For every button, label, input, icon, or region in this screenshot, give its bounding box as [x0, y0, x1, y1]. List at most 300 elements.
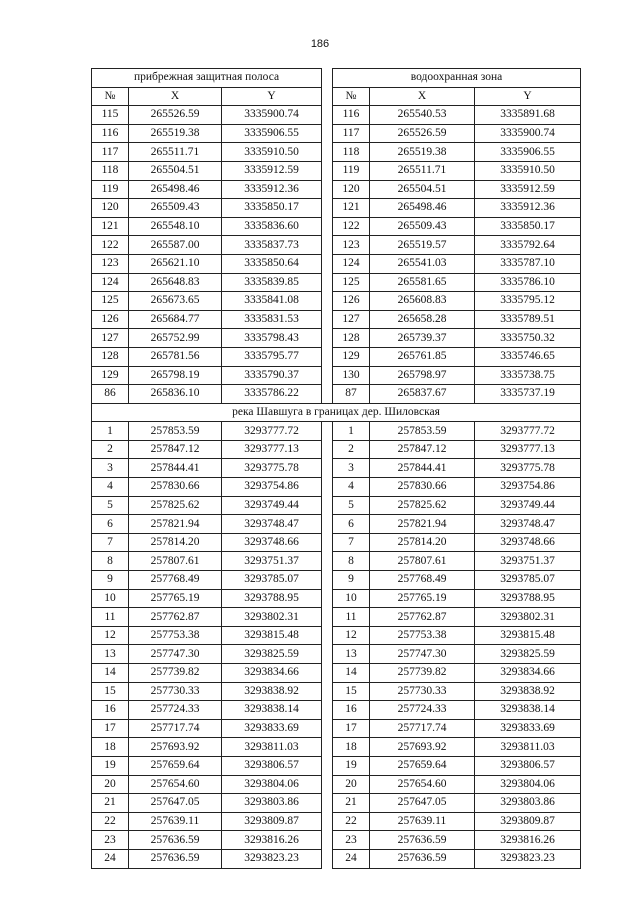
left-x-coordinate: 257659.64	[129, 756, 222, 775]
left-point-number: 22	[92, 812, 129, 831]
left-x-coordinate: 257739.82	[129, 664, 222, 683]
left-y-coordinate: 3335839.85	[222, 273, 322, 292]
left-point-number: 3	[92, 459, 129, 478]
left-point-number: 9	[92, 571, 129, 590]
right-y-coordinate: 3293748.47	[475, 515, 581, 534]
left-x-coordinate: 257821.94	[129, 515, 222, 534]
right-x-coordinate: 265509.43	[370, 217, 475, 236]
left-x-coordinate: 257654.60	[129, 775, 222, 794]
left-y-coordinate: 3293785.07	[222, 571, 322, 590]
right-y-coordinate: 3293775.78	[475, 459, 581, 478]
right-x-coordinate: 257659.64	[370, 756, 475, 775]
left-y-coordinate: 3293823.23	[222, 849, 322, 868]
left-y-coordinate: 3293748.66	[222, 533, 322, 552]
left-x-coordinate: 257807.61	[129, 552, 222, 571]
table-row	[92, 478, 581, 497]
right-x-coordinate: 257814.20	[370, 533, 475, 552]
left-point-number: 116	[92, 124, 129, 143]
left-x-coordinate: 257847.12	[129, 440, 222, 459]
left-y-coordinate: 3293811.03	[222, 738, 322, 757]
col-header-num-left: №	[92, 87, 129, 106]
left-x-coordinate: 265587.00	[129, 236, 222, 255]
right-point-number: 118	[333, 143, 370, 162]
right-x-coordinate: 257753.38	[370, 626, 475, 645]
right-point-number: 123	[333, 236, 370, 255]
left-x-coordinate: 257647.05	[129, 794, 222, 813]
right-y-coordinate: 3293785.07	[475, 571, 581, 590]
right-point-number: 19	[333, 756, 370, 775]
right-y-coordinate: 3293816.26	[475, 831, 581, 850]
header-row-titles	[92, 69, 581, 88]
col-header-x-left: X	[129, 87, 222, 106]
left-point-number: 119	[92, 180, 129, 199]
right-y-coordinate: 3335795.12	[475, 292, 581, 311]
left-y-coordinate: 3335786.22	[222, 385, 322, 404]
left-point-number: 128	[92, 347, 129, 366]
table-row	[92, 161, 581, 180]
right-point-number: 4	[333, 478, 370, 497]
left-y-coordinate: 3335790.37	[222, 366, 322, 385]
left-x-coordinate: 265548.10	[129, 217, 222, 236]
table-row	[92, 682, 581, 701]
right-point-number: 21	[333, 794, 370, 813]
right-point-number: 125	[333, 273, 370, 292]
column-gap	[322, 626, 333, 645]
left-y-coordinate: 3335912.36	[222, 180, 322, 199]
column-gap	[322, 756, 333, 775]
right-point-number: 87	[333, 385, 370, 404]
table-row	[92, 812, 581, 831]
column-gap	[322, 292, 333, 311]
right-x-coordinate: 257639.11	[370, 812, 475, 831]
right-y-coordinate: 3293809.87	[475, 812, 581, 831]
left-x-coordinate: 257747.30	[129, 645, 222, 664]
column-gap	[322, 496, 333, 515]
left-y-coordinate: 3293802.31	[222, 608, 322, 627]
left-y-coordinate: 3335798.43	[222, 329, 322, 348]
right-x-coordinate: 257830.66	[370, 478, 475, 497]
table-row	[92, 217, 581, 236]
left-x-coordinate: 265648.83	[129, 273, 222, 292]
left-point-number: 15	[92, 682, 129, 701]
left-x-coordinate: 257853.59	[129, 422, 222, 441]
table-row	[92, 756, 581, 775]
right-y-coordinate: 3335912.59	[475, 180, 581, 199]
left-x-coordinate: 257765.19	[129, 589, 222, 608]
table-row	[92, 347, 581, 366]
left-y-coordinate: 3335850.17	[222, 199, 322, 218]
right-point-number: 116	[333, 106, 370, 125]
left-y-coordinate: 3335795.77	[222, 347, 322, 366]
table-row	[92, 831, 581, 850]
right-y-coordinate: 3293823.23	[475, 849, 581, 868]
right-point-number: 124	[333, 254, 370, 273]
right-point-number: 7	[333, 533, 370, 552]
table-row	[92, 254, 581, 273]
table-row	[92, 422, 581, 441]
right-y-coordinate: 3293802.31	[475, 608, 581, 627]
water-protection-zone-title: водоохранная зона	[333, 69, 581, 88]
right-point-number: 12	[333, 626, 370, 645]
left-x-coordinate: 265509.43	[129, 199, 222, 218]
table-row	[92, 180, 581, 199]
left-point-number: 118	[92, 161, 129, 180]
left-point-number: 123	[92, 254, 129, 273]
table-row	[92, 329, 581, 348]
right-y-coordinate: 3293838.14	[475, 701, 581, 720]
left-y-coordinate: 3293751.37	[222, 552, 322, 571]
column-gap	[322, 180, 333, 199]
left-x-coordinate: 257717.74	[129, 719, 222, 738]
table-row	[92, 608, 581, 627]
right-y-coordinate: 3335789.51	[475, 310, 581, 329]
column-gap	[322, 571, 333, 590]
table-row	[92, 459, 581, 478]
right-x-coordinate: 257636.59	[370, 831, 475, 850]
right-point-number: 126	[333, 292, 370, 311]
column-gap	[322, 106, 333, 125]
table-row	[92, 626, 581, 645]
column-gap	[322, 608, 333, 627]
right-y-coordinate: 3293806.57	[475, 756, 581, 775]
left-y-coordinate: 3293833.69	[222, 719, 322, 738]
right-y-coordinate: 3293811.03	[475, 738, 581, 757]
right-y-coordinate: 3335750.32	[475, 329, 581, 348]
column-gap	[322, 831, 333, 850]
right-x-coordinate: 265761.85	[370, 347, 475, 366]
column-gap	[322, 217, 333, 236]
section-title-row	[92, 403, 581, 422]
column-gap	[322, 366, 333, 385]
left-point-number: 24	[92, 849, 129, 868]
left-y-coordinate: 3293754.86	[222, 478, 322, 497]
right-point-number: 130	[333, 366, 370, 385]
left-x-coordinate: 257693.92	[129, 738, 222, 757]
table-row	[92, 775, 581, 794]
right-y-coordinate: 3293815.48	[475, 626, 581, 645]
right-x-coordinate: 265581.65	[370, 273, 475, 292]
left-point-number: 2	[92, 440, 129, 459]
right-x-coordinate: 265540.53	[370, 106, 475, 125]
right-y-coordinate: 3293834.66	[475, 664, 581, 683]
left-x-coordinate: 265781.56	[129, 347, 222, 366]
table-row	[92, 552, 581, 571]
left-point-number: 1	[92, 422, 129, 441]
column-gap	[322, 738, 333, 757]
table-row	[92, 794, 581, 813]
col-header-x-right: X	[370, 87, 475, 106]
left-y-coordinate: 3293834.66	[222, 664, 322, 683]
table-row	[92, 143, 581, 162]
left-point-number: 124	[92, 273, 129, 292]
left-x-coordinate: 265621.10	[129, 254, 222, 273]
table-row	[92, 719, 581, 738]
right-point-number: 13	[333, 645, 370, 664]
left-x-coordinate: 257768.49	[129, 571, 222, 590]
column-gap	[322, 440, 333, 459]
table-row	[92, 738, 581, 757]
right-y-coordinate: 3293751.37	[475, 552, 581, 571]
left-point-number: 20	[92, 775, 129, 794]
right-x-coordinate: 265541.03	[370, 254, 475, 273]
left-x-coordinate: 265511.71	[129, 143, 222, 162]
column-gap	[322, 812, 333, 831]
right-x-coordinate: 265519.38	[370, 143, 475, 162]
left-y-coordinate: 3335910.50	[222, 143, 322, 162]
right-point-number: 15	[333, 682, 370, 701]
left-y-coordinate: 3293806.57	[222, 756, 322, 775]
column-gap	[322, 664, 333, 683]
column-gap	[322, 143, 333, 162]
right-point-number: 6	[333, 515, 370, 534]
right-y-coordinate: 3293804.06	[475, 775, 581, 794]
right-point-number: 122	[333, 217, 370, 236]
left-x-coordinate: 265498.46	[129, 180, 222, 199]
right-point-number: 1	[333, 422, 370, 441]
left-point-number: 21	[92, 794, 129, 813]
table-row	[92, 366, 581, 385]
left-x-coordinate: 257830.66	[129, 478, 222, 497]
left-y-coordinate: 3335841.08	[222, 292, 322, 311]
column-gap	[322, 310, 333, 329]
left-point-number: 122	[92, 236, 129, 255]
right-y-coordinate: 3335737.19	[475, 385, 581, 404]
left-x-coordinate: 257636.59	[129, 831, 222, 850]
right-x-coordinate: 265798.97	[370, 366, 475, 385]
left-point-number: 117	[92, 143, 129, 162]
right-x-coordinate: 257825.62	[370, 496, 475, 515]
table-row	[92, 385, 581, 404]
coordinates-table-body	[92, 69, 581, 869]
right-point-number: 22	[333, 812, 370, 831]
column-gap	[322, 682, 333, 701]
right-y-coordinate: 3335906.55	[475, 143, 581, 162]
table-row	[92, 571, 581, 590]
table-row	[92, 701, 581, 720]
coastal-strip-title: прибрежная защитная полоса	[92, 69, 322, 88]
table-row	[92, 515, 581, 534]
right-y-coordinate: 3293749.44	[475, 496, 581, 515]
column-gap	[322, 385, 333, 404]
column-gap	[322, 236, 333, 255]
column-gap	[322, 589, 333, 608]
right-point-number: 16	[333, 701, 370, 720]
column-gap	[322, 459, 333, 478]
column-gap	[322, 794, 333, 813]
left-y-coordinate: 3293803.86	[222, 794, 322, 813]
left-point-number: 8	[92, 552, 129, 571]
table-row	[92, 124, 581, 143]
left-point-number: 126	[92, 310, 129, 329]
column-gap	[322, 478, 333, 497]
table-row	[92, 440, 581, 459]
left-x-coordinate: 265526.59	[129, 106, 222, 125]
right-x-coordinate: 257717.74	[370, 719, 475, 738]
left-x-coordinate: 265673.65	[129, 292, 222, 311]
column-gap	[322, 161, 333, 180]
right-x-coordinate: 257693.92	[370, 738, 475, 757]
left-x-coordinate: 265504.51	[129, 161, 222, 180]
column-gap	[322, 273, 333, 292]
left-x-coordinate: 257753.38	[129, 626, 222, 645]
coordinates-table	[91, 68, 581, 869]
col-header-num-right: №	[333, 87, 370, 106]
right-x-coordinate: 265526.59	[370, 124, 475, 143]
left-point-number: 10	[92, 589, 129, 608]
right-x-coordinate: 265608.83	[370, 292, 475, 311]
table-row	[92, 310, 581, 329]
left-point-number: 115	[92, 106, 129, 125]
left-y-coordinate: 3293838.92	[222, 682, 322, 701]
right-y-coordinate: 3335786.10	[475, 273, 581, 292]
river-section-title: река Шавшуга в границах дер. Шиловская	[92, 403, 581, 422]
right-y-coordinate: 3293777.13	[475, 440, 581, 459]
column-gap	[322, 533, 333, 552]
left-x-coordinate: 257639.11	[129, 812, 222, 831]
right-y-coordinate: 3293833.69	[475, 719, 581, 738]
right-point-number: 9	[333, 571, 370, 590]
left-x-coordinate: 265519.38	[129, 124, 222, 143]
left-x-coordinate: 257730.33	[129, 682, 222, 701]
column-gap	[322, 124, 333, 143]
right-x-coordinate: 265739.37	[370, 329, 475, 348]
right-y-coordinate: 3293803.86	[475, 794, 581, 813]
right-y-coordinate: 3293825.59	[475, 645, 581, 664]
left-y-coordinate: 3293777.13	[222, 440, 322, 459]
left-y-coordinate: 3293816.26	[222, 831, 322, 850]
right-x-coordinate: 257739.82	[370, 664, 475, 683]
column-gap	[322, 849, 333, 868]
right-y-coordinate: 3335900.74	[475, 124, 581, 143]
right-point-number: 17	[333, 719, 370, 738]
table-row	[92, 106, 581, 125]
left-y-coordinate: 3293815.48	[222, 626, 322, 645]
right-point-number: 8	[333, 552, 370, 571]
right-y-coordinate: 3335891.68	[475, 106, 581, 125]
left-x-coordinate: 257844.41	[129, 459, 222, 478]
right-x-coordinate: 257747.30	[370, 645, 475, 664]
column-gap	[322, 552, 333, 571]
right-y-coordinate: 3293748.66	[475, 533, 581, 552]
left-y-coordinate: 3335836.60	[222, 217, 322, 236]
right-point-number: 24	[333, 849, 370, 868]
right-y-coordinate: 3335910.50	[475, 161, 581, 180]
right-y-coordinate: 3335746.65	[475, 347, 581, 366]
left-x-coordinate: 265798.19	[129, 366, 222, 385]
left-y-coordinate: 3335906.55	[222, 124, 322, 143]
right-y-coordinate: 3293754.86	[475, 478, 581, 497]
right-x-coordinate: 257647.05	[370, 794, 475, 813]
right-x-coordinate: 257853.59	[370, 422, 475, 441]
right-point-number: 2	[333, 440, 370, 459]
right-point-number: 5	[333, 496, 370, 515]
left-y-coordinate: 3335912.59	[222, 161, 322, 180]
right-y-coordinate: 3335912.36	[475, 199, 581, 218]
right-x-coordinate: 265504.51	[370, 180, 475, 199]
left-point-number: 4	[92, 478, 129, 497]
right-y-coordinate: 3293838.92	[475, 682, 581, 701]
right-x-coordinate: 257844.41	[370, 459, 475, 478]
left-point-number: 127	[92, 329, 129, 348]
left-y-coordinate: 3293777.72	[222, 422, 322, 441]
table-row	[92, 664, 581, 683]
right-x-coordinate: 257654.60	[370, 775, 475, 794]
right-x-coordinate: 257762.87	[370, 608, 475, 627]
column-gap	[322, 701, 333, 720]
left-y-coordinate: 3293775.78	[222, 459, 322, 478]
table-row	[92, 589, 581, 608]
left-y-coordinate: 3293825.59	[222, 645, 322, 664]
right-point-number: 10	[333, 589, 370, 608]
table-row	[92, 292, 581, 311]
left-y-coordinate: 3293809.87	[222, 812, 322, 831]
right-x-coordinate: 265837.67	[370, 385, 475, 404]
right-x-coordinate: 257765.19	[370, 589, 475, 608]
right-x-coordinate: 257807.61	[370, 552, 475, 571]
table-row	[92, 199, 581, 218]
left-point-number: 11	[92, 608, 129, 627]
left-point-number: 5	[92, 496, 129, 515]
left-y-coordinate: 3293788.95	[222, 589, 322, 608]
left-x-coordinate: 257825.62	[129, 496, 222, 515]
right-x-coordinate: 257821.94	[370, 515, 475, 534]
right-x-coordinate: 257847.12	[370, 440, 475, 459]
right-x-coordinate: 265658.28	[370, 310, 475, 329]
right-point-number: 14	[333, 664, 370, 683]
column-gap	[322, 775, 333, 794]
column-gap	[322, 254, 333, 273]
right-x-coordinate: 265511.71	[370, 161, 475, 180]
left-point-number: 125	[92, 292, 129, 311]
left-y-coordinate: 3335850.64	[222, 254, 322, 273]
left-x-coordinate: 257636.59	[129, 849, 222, 868]
table-row	[92, 533, 581, 552]
column-gap	[322, 645, 333, 664]
left-point-number: 18	[92, 738, 129, 757]
table-row	[92, 849, 581, 868]
right-point-number: 3	[333, 459, 370, 478]
left-point-number: 6	[92, 515, 129, 534]
left-x-coordinate: 257762.87	[129, 608, 222, 627]
right-point-number: 129	[333, 347, 370, 366]
right-point-number: 23	[333, 831, 370, 850]
left-point-number: 12	[92, 626, 129, 645]
right-y-coordinate: 3335738.75	[475, 366, 581, 385]
left-point-number: 14	[92, 664, 129, 683]
column-gap	[322, 347, 333, 366]
left-point-number: 16	[92, 701, 129, 720]
table-row	[92, 496, 581, 515]
right-x-coordinate: 257730.33	[370, 682, 475, 701]
right-point-number: 128	[333, 329, 370, 348]
column-gap	[322, 422, 333, 441]
header-row-columns	[92, 87, 581, 106]
column-gap	[322, 199, 333, 218]
left-point-number: 13	[92, 645, 129, 664]
left-point-number: 19	[92, 756, 129, 775]
left-y-coordinate: 3293838.14	[222, 701, 322, 720]
column-gap	[322, 719, 333, 738]
left-point-number: 121	[92, 217, 129, 236]
column-gap	[322, 515, 333, 534]
right-point-number: 127	[333, 310, 370, 329]
right-point-number: 121	[333, 199, 370, 218]
left-point-number: 17	[92, 719, 129, 738]
right-y-coordinate: 3335792.64	[475, 236, 581, 255]
left-x-coordinate: 257724.33	[129, 701, 222, 720]
column-gap	[322, 69, 333, 88]
left-y-coordinate: 3335837.73	[222, 236, 322, 255]
